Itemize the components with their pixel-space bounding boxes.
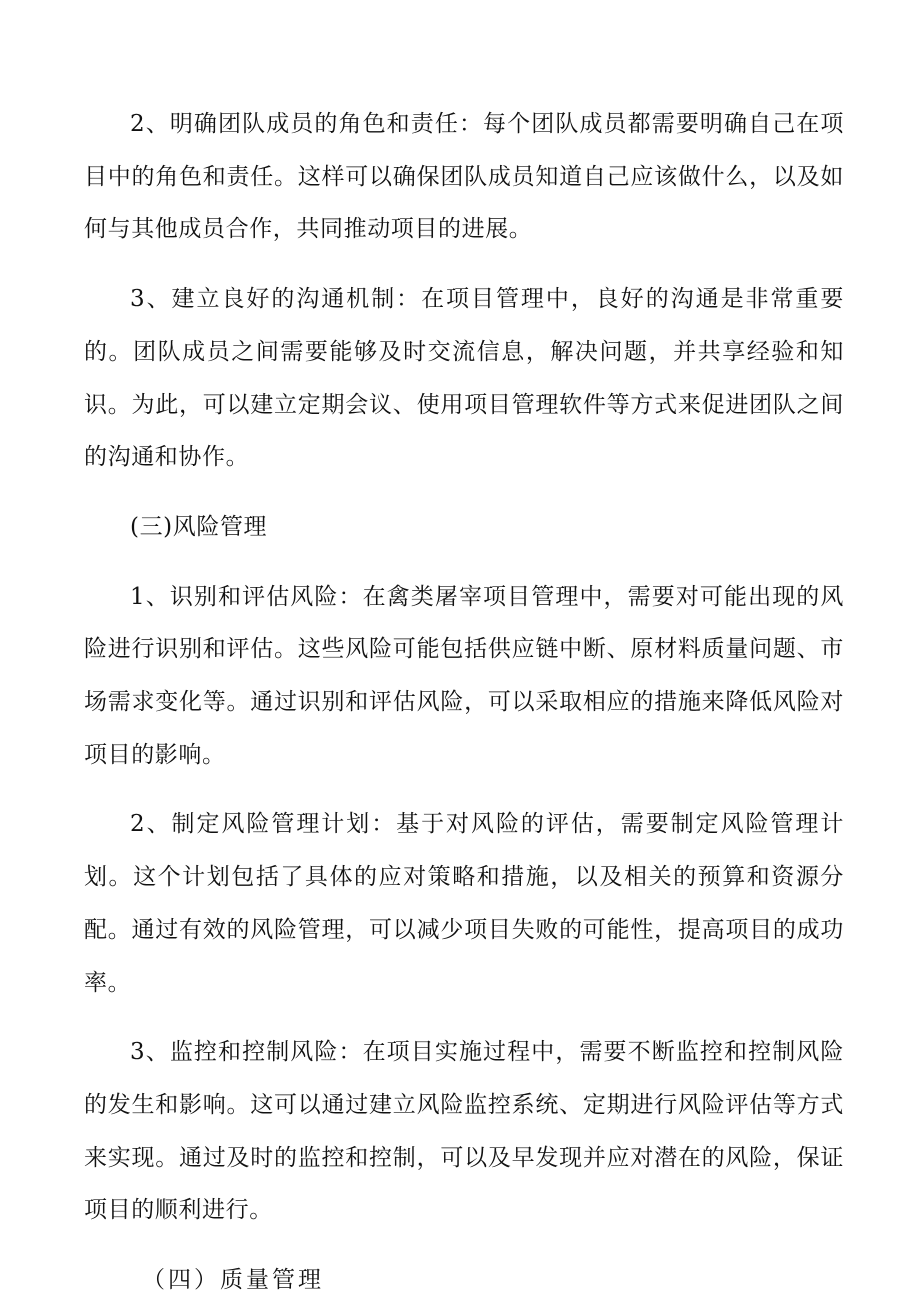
paragraph-risk-control: 3、监控和控制风险：在项目实施过程中，需要不断监控和控制风险的发生和影响。这可以通过建立风险监控系统、定期进行风险评估等方式来实现。通过及时的监控和控制，可以及早发现并应对潜在的风险，保证项目的顺利进行。: [84, 1039, 844, 1224]
section-heading-quality-management: （四）质量管理: [142, 1267, 324, 1294]
paragraph-risk-plan: 2、制定风险管理计划：基于对风险的评估，需要制定风险管理计划。这个计划包括了具体的应对策略和措施，以及相关的预算和资源分配。通过有效的风险管理，可以减少项目失败的可能性，提高项目的成功率。: [84, 811, 844, 996]
document-body: [84, 98, 844, 1307]
paragraph-team-roles: 2、明确团队成员的角色和责任：每个团队成员都需要明确自己在项目中的角色和责任。这样可以确保团队成员知道自己应该做什么，以及如何与其他成员合作，共同推动项目的进展。: [84, 111, 844, 243]
paragraph-risk-identify: 1、识别和评估风险：在禽类屠宰项目管理中，需要对可能出现的风险进行识别和评估。这些风险可能包括供应链中断、原材料质量问题、市场需求变化等。通过识别和评估风险，可以采取相应的措施来降低风险对项目的影响。: [84, 583, 844, 768]
paragraph-communication: 3、建立良好的沟通机制：在项目管理中，良好的沟通是非常重要的。团队成员之间需要能够及时交流信息，解决问题，并共享经验和知识。为此，可以建立定期会议、使用项目管理软件等方式来促进团队之间的沟通和协作。: [84, 286, 844, 471]
section-heading-risk-management: (三)风险管理: [130, 513, 268, 540]
